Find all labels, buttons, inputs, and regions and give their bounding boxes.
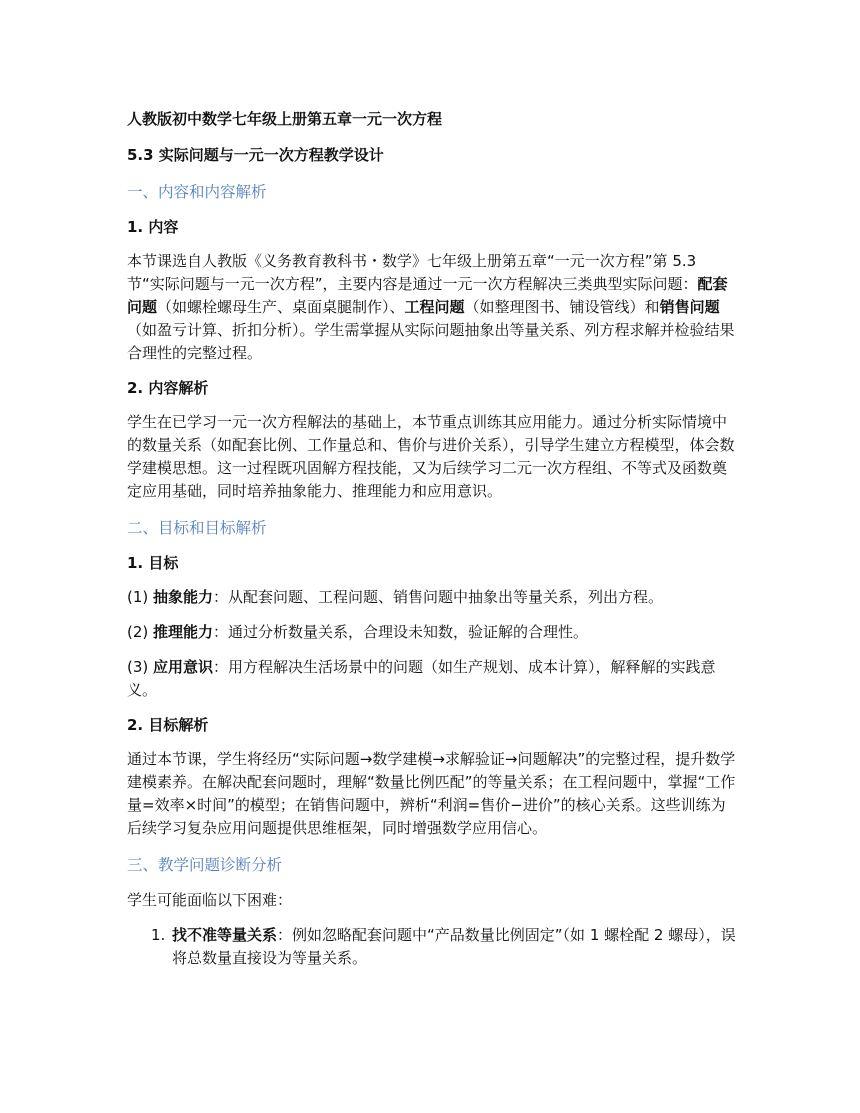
subheading-goals: 1. 目标	[127, 554, 179, 572]
subheading-content: 1. 内容	[127, 218, 179, 236]
goal-number: (3)	[127, 658, 154, 676]
term-sales-problem: 销售问题	[659, 298, 720, 316]
content-text-a: 本节课选自人教版《义务教育教科书・数学》七年级上册第五章“一元一次方程”第 5.3 节“实际问题与一元一次方程”，主要内容是通过一元一次方程解决三类典型实际问题：	[127, 252, 698, 293]
content-text-c3: （如盈亏计算、折扣分析）。学生需掌握从实际问题抽象出等量关系、列方程求解并检验结果合理性的完整过程。	[127, 321, 735, 362]
subheading-content-analysis: 2. 内容解析	[127, 379, 209, 397]
term-engineering-problem: 工程问题	[404, 298, 465, 316]
goal-term: 推理能力	[153, 623, 214, 641]
subheading-goal-analysis: 2. 目标解析	[127, 716, 209, 734]
diagnosis-intro: 学生可能面临以下困难：	[127, 891, 293, 909]
difficulty-text: ：例如忽略配套问题中“产品数量比例固定”（如 1 螺栓配 2 螺母），误将总数量直接设为等量关系。	[172, 926, 736, 967]
goal-text: ：通过分析数量关系，合理设未知数，验证解的合理性。	[213, 623, 589, 641]
goal-term: 应用意识	[153, 658, 214, 676]
difficulty-term: 找不准等量关系	[172, 926, 278, 944]
document-page	[127, 108, 737, 970]
section-heading-goals: 二、目标和目标解析	[127, 519, 267, 537]
term-matching-problem: 配套问题	[127, 275, 728, 316]
content-paragraph	[127, 250, 737, 365]
content-text-c2: （如整理图书、铺设管线）和	[464, 298, 660, 316]
goal-item	[127, 656, 737, 702]
goal-term: 抽象能力	[153, 588, 214, 606]
document-subtitle: 5.3 实际问题与一元一次方程教学设计	[127, 146, 384, 164]
content-text-c1: （如螺栓螺母生产、桌面桌腿制作）、	[157, 298, 405, 316]
list-number: 1.	[151, 926, 166, 944]
document-title: 人教版初中数学七年级上册第五章一元一次方程	[127, 110, 443, 128]
section-heading-content: 一、内容和内容解析	[127, 183, 267, 201]
list-item	[127, 924, 737, 970]
goal-analysis-paragraph: 通过本节课，学生将经历“实际问题→数学建模→求解验证→问题解决”的完整过程，提升数学建模素养。在解决配套问题时，理解“数量比例匹配”的等量关系；在工程问题中，掌握“工作量=效率×时间”的模型；在销售问题中，辨析“利润=售价−进价”的核心关系。这些训练为后续学习复杂应用问题提供思维框架，同时增强数学应用信心。	[127, 750, 736, 837]
goal-item	[127, 621, 737, 644]
goal-text: ：从配套问题、工程问题、销售问题中抽象出等量关系，列出方程。	[213, 588, 664, 606]
content-analysis-paragraph: 学生在已学习一元一次方程解法的基础上，本节重点训练其应用能力。通过分析实际情境中的数量关系（如配套比例、工作量总和、售价与进价关系），引导学生建立方程模型，体会数学建模思想。这一过程既巩固解方程技能，又为后续学习二元一次方程组、不等式及函数奠定应用基础，同时培养抽象能力、推理能力和应用意识。	[127, 413, 735, 500]
difficulty-list	[127, 924, 737, 970]
goal-number: (1)	[127, 588, 154, 606]
section-heading-diagnosis: 三、教学问题诊断分析	[127, 856, 283, 874]
goal-number: (2)	[127, 623, 154, 641]
goal-text: ：用方程解决生活场景中的问题（如生产规划、成本计算），解释解的实践意义。	[127, 658, 716, 699]
goal-item	[127, 586, 737, 609]
